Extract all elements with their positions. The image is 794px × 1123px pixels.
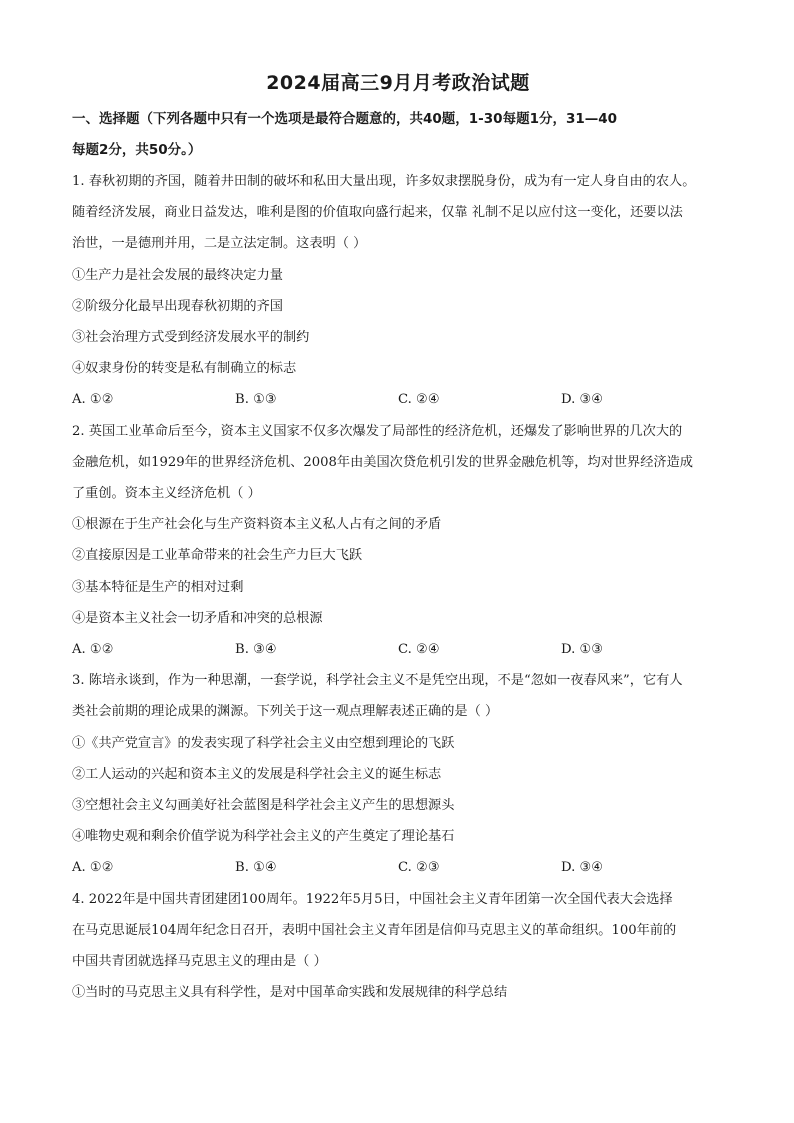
statement: ②直接原因是工业革命带来的社会生产力巨大飞跃 <box>72 548 363 564</box>
question-2 <box>72 416 724 666</box>
answer-options <box>72 634 724 665</box>
statement: ①当时的马克思主义具有科学性，是对中国革命实践和发展规律的科学总结 <box>72 985 508 1001</box>
question-stem-line: 类社会前期的理论成果的渊源。下列关于这一观点理解表述正确的是（ ） <box>72 704 499 720</box>
option-c: C. ②④ <box>398 392 440 408</box>
section-heading-line: 每题2分，共50分。） <box>72 142 202 158</box>
question-stem-line: 3. 陈培永谈到，作为一种思潮，一套学说，科学社会主义不是凭空出现，不是“忽如一夜春风来”，它有人 <box>72 673 683 689</box>
option-b: B. ①③ <box>235 392 277 408</box>
question-stem-line: 1. 春秋初期的齐国，随着井田制的破坏和私田大量出现，许多奴隶摆脱身份，成为有一定人身自由的农人。 <box>72 174 696 189</box>
option-b: B. ③④ <box>235 642 277 658</box>
option-d: D. ③④ <box>561 392 604 408</box>
statement: ④奴隶身份的转变是私有制确立的标志 <box>72 361 297 377</box>
answer-options <box>72 384 724 415</box>
option-c: C. ②④ <box>398 642 440 658</box>
statement: ③空想社会主义勾画美好社会蓝图是科学社会主义产生的思想源头 <box>72 798 455 814</box>
question-stem-line: 治世，一是德刑并用，二是立法定制。这表明（ ） <box>72 236 367 252</box>
option-d: D. ①③ <box>561 642 604 658</box>
answer-options <box>72 852 724 883</box>
question-stem-line: 2. 英国工业革命后至今，资本主义国家不仅多次爆发了局部性的经济危机，还爆发了影响世界的几次大的 <box>72 423 683 439</box>
statement: ①《共产党宣言》的发表实现了科学社会主义由空想到理论的飞跃 <box>72 735 455 751</box>
question-stem-line: 了重创。资本主义经济危机（ ） <box>72 486 261 502</box>
question-stem-line: 金融危机，如1929年的世界经济危机、2008年由美国次贷危机引发的世界金融危机等，均对世界经济造成 <box>72 454 693 470</box>
statement: ③社会治理方式受到经济发展水平的制约 <box>72 330 310 346</box>
option-c: C. ②③ <box>398 860 440 876</box>
question-stem-line: 随着经济发展，商业日益发达，唯利是图的价值取向盛行起来，仅靠 礼制不足以应付这一变化，还要以法 <box>72 205 683 221</box>
question-1 <box>72 166 724 416</box>
question-stem-line: 中国共青团就选择马克思主义的理由是（ ） <box>72 954 327 970</box>
statement: ①根源在于生产社会化与生产资料资本主义私人占有之间的矛盾 <box>72 517 442 533</box>
section-heading-line: 一、选择题（下列各题中只有一个选项是最符合题意的，共40题，1-30每题1分，31—40 <box>72 111 618 127</box>
question-3 <box>72 665 724 883</box>
option-d: D. ③④ <box>561 860 604 876</box>
statement: ③基本特征是生产的相对过剩 <box>72 579 244 595</box>
option-a: A. ①② <box>72 392 114 408</box>
statement: ②阶级分化最早出现春秋初期的齐国 <box>72 298 283 314</box>
statement: ④是资本主义社会一切矛盾和冲突的总根源 <box>72 610 323 626</box>
option-a: A. ①② <box>72 642 114 658</box>
statement: ①生产力是社会发展的最终决定力量 <box>72 267 283 283</box>
statement: ④唯物史观和剩余价值学说为科学社会主义的产生奠定了理论基石 <box>72 829 455 845</box>
statement: ②工人运动的兴起和资本主义的发展是科学社会主义的诞生标志 <box>72 766 442 782</box>
question-4 <box>72 884 724 1009</box>
question-stem-line: 4. 2022年是中国共青团建团100周年。1922年5月5日，中国社会主义青年团第一次全国代表大会选择 <box>72 891 673 907</box>
exam-page <box>72 68 724 1008</box>
section-heading <box>72 104 724 166</box>
option-a: A. ①② <box>72 860 114 876</box>
option-b: B. ①④ <box>235 860 277 876</box>
question-stem-line: 在马克思诞辰104周年纪念日召开，表明中国社会主义青年团是信仰马克思主义的革命组织。100年前的 <box>72 922 677 938</box>
exam-title: 2024届高三9月月考政治试题 <box>266 72 530 94</box>
